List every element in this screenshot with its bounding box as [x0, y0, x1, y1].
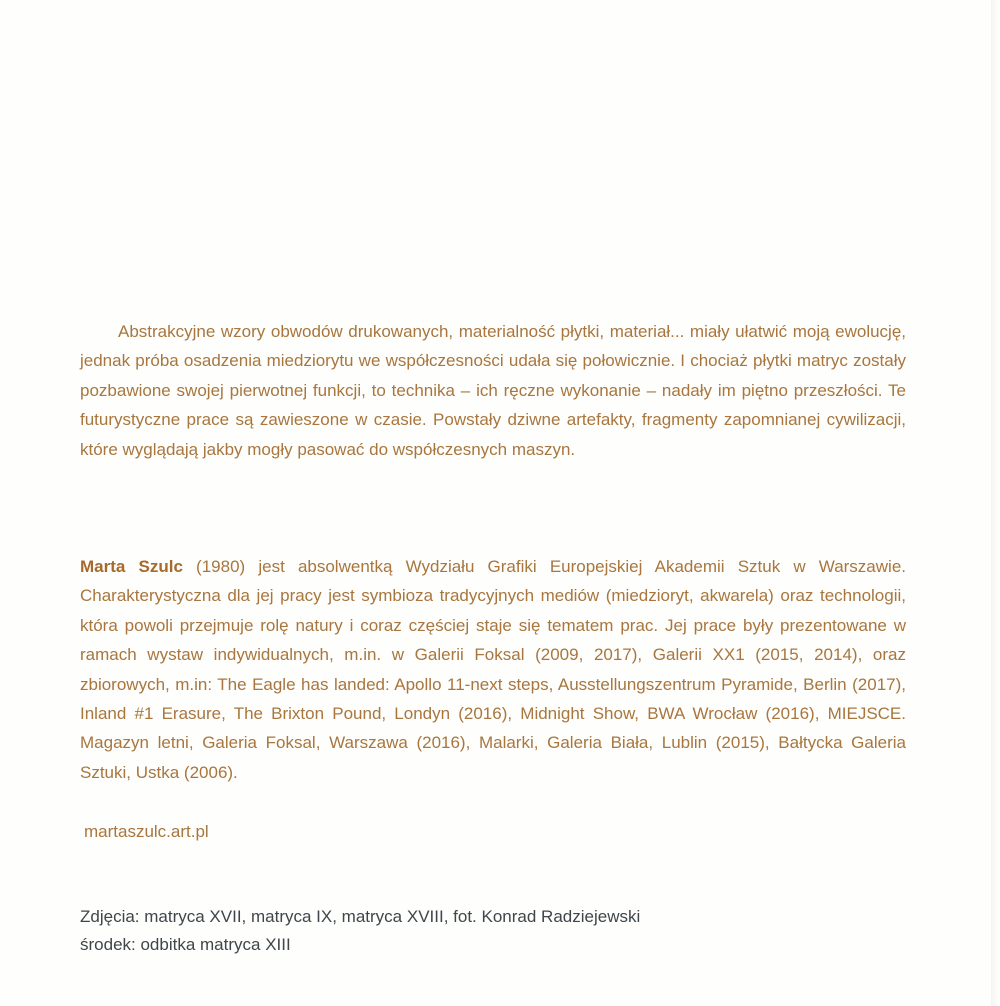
- artist-name: Marta Szulc: [80, 557, 183, 576]
- intro-text: Abstrakcyjne wzory obwodów drukowanych, materialność płytki, materiał... miały ułatwić moją ewolucję, jednak próba osadzenia miedziorytu we współczesności udała się połowicznie. I chociaż płytki matryc zostały pozbawione swojej pierwotnej funkcji, to technika – ich ręczne wykonanie – nadały im piętno przeszłości. Te futurystyczne prace są zawieszone w czasie. Powstały dziwne artefakty, fragmenty zapomnianej cywilizacji, które wyglądają jakby mogły pasować do współczesnych maszyn.: [80, 322, 906, 459]
- page-edge-shadow: [991, 0, 1000, 1006]
- bio-paragraph: [80, 552, 906, 787]
- credits-line-2: środek: odbitka matryca XIII: [80, 935, 291, 954]
- bio-text: (1980) jest absolwentką Wydziału Grafiki Europejskiej Akademii Sztuk w Warszawie. Charakterystyczna dla jej pracy jest symbioza tradycyjnych mediów (miedzioryt, akwarela) oraz technologii, która powoli przejmuje rolę natury i coraz częściej staje się tematem prac. Jej prace były prezentowane w ramach wystaw indywidualnych, m.in. w Galerii Foksal (2009, 2017), Galerii XX1 (2015, 2014), oraz zbiorowych, m.in: The Eagle has landed: Apollo 11-next steps, Ausstellungszentrum Pyramide, Berlin (2017), Inland #1 Erasure, The Brixton Pound, Londyn (2016), Midnight Show, BWA Wrocław (2016), MIEJSCE. Magazyn letni, Galeria Foksal, Warszawa (2016), Malarki, Galeria Biała, Lublin (2015), Bałtycka Galeria Sztuki, Ustka (2006).: [80, 557, 906, 782]
- credits-line-1: Zdjęcia: matryca XVII, matryca IX, matryca XVIII, fot. Konrad Radziejewski: [80, 907, 641, 926]
- intro-paragraph: [80, 317, 906, 464]
- bio-text-container: [80, 552, 906, 787]
- website-link[interactable]: martaszulc.art.pl: [84, 822, 209, 841]
- photo-credits: [80, 903, 880, 959]
